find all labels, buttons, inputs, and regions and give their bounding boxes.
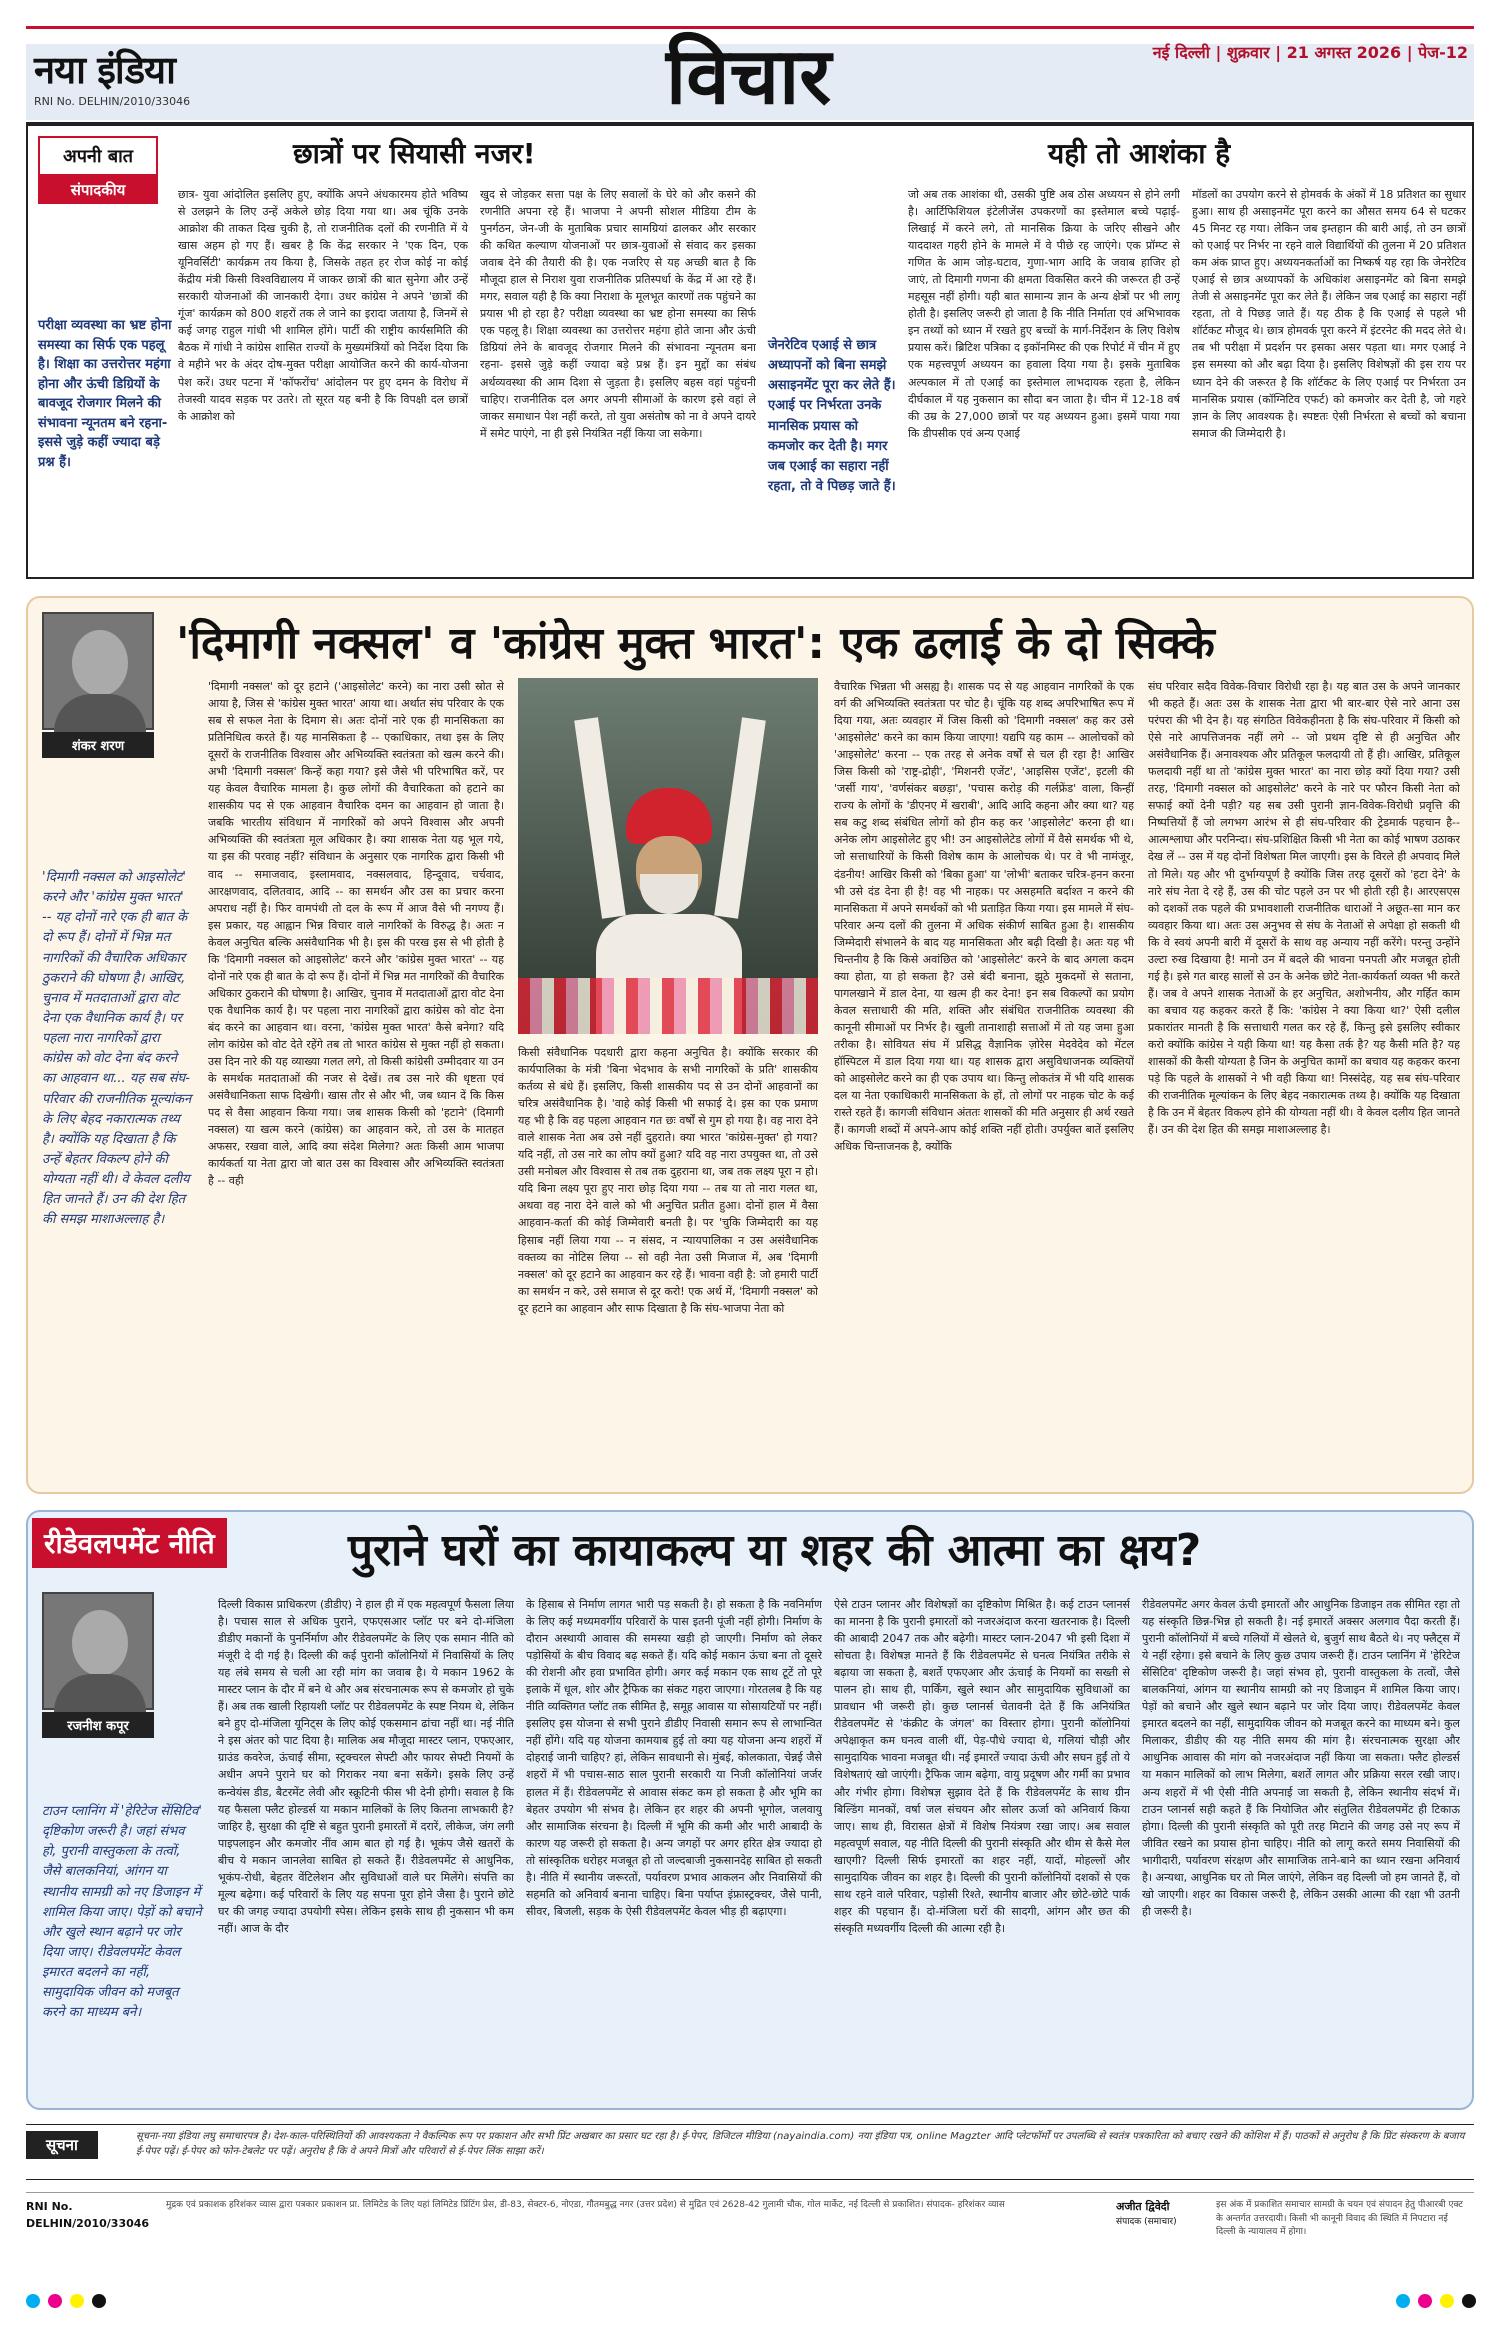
reg-dot-black-right — [1462, 2294, 1476, 2308]
rni-number: RNI No. DELHIN/2010/33046 — [34, 95, 191, 108]
newspaper-logo: नया इंडिया — [34, 48, 175, 92]
tag-apni-baat: अपनी बात — [38, 136, 158, 176]
footer-note: इस अंक में प्रकाशित समाचार सामग्री के चयन एवं संपादन हेतु पीआरबी एक्ट के अन्तर्गत उत्तरदायी। किसी भी कानूनी विवाद की स्थिति में निपटारा नई दिल्ली के न्यायालय में होगा। — [1216, 2200, 1463, 2237]
editorial-2-col-2: मॉडलों का उपयोग करने से होमवर्क के अंकों में 18 प्रतिशत का सुधार हुआ। साथ ही असाइनमेंट पूरा करने का औसत समय 64 से घटकर 45 मिनट रह गया। लेकिन जब इम्तहान की बारी आई, तो उन छात्रों को एआई पर निर्भर ना रहने वाले विद्यार्थियों की तुलना में 20 प्रतिशत कम अंक प्राप्त हुए। अध्ययनकर्ताओं का निष्कर्ष यह रहा कि जेनरेटिव एआई से छात्र अध्यापकों के अधिकांश असाइनमेंट को बिना समझे तेजी से असाइनमेंट पूरा कर लेते हैं। लेकिन जब एआई का सहारा नहीं रहता, तो वे पिछड़ जाते हैं। यह ठीक है कि एआई से पहले भी शॉर्टकट मौजूद थे। छात्र होमवर्क पूरा करने में इंटरनेट की मदद लेते थे। तब भी परीक्षा में प्रदर्शन पर इसका असर पड़ता था। मगर एआई ने इस समस्या को और बढ़ा दिया है। इसलिए विशेषज्ञों की इस राय पर ध्यान देने की जरूरत है कि शॉर्टकट के लिए एआई पर निर्भरता उन मानसिक प्रयास (कॉग्निटिव एफर्ट) को कमजोर कर देती है, जो गहरे ज्ञान के लिए आवश्यक है। स्पष्टतः ऐसी निर्भरता से बच्चों को बचाना समाज की जिम्मेदारी है। — [1192, 188, 1466, 440]
article-naxal-col-3: वैचारिक भिन्नता भी असह्य है। शासक पद से यह आहवान नागरिकों के एक वर्ग की अभिव्यक्ति स्वतंत्रता पर चोट है। चूंकि यह शब्द अपरिभाषित रूप में दिया गया, अतः व्यवहार में जिस किसी को 'दिमागी नक्सल' कह कर उसे 'आइसोलेट' करने का काम किया जाएगा! यद्यपि यह काम -- आलोचकों को 'आइसोलेट' करना -- एक तरह से अनेक वर्षों से चल ही रहा है! आखिर जिस किसी को 'राष्ट्र-द्रोही', 'मिशनरी एजेंट', 'आइसिस एजेंट', इटली की 'जर्सी गाय', 'वर्णसंकर बछड़ा', 'पचास करोड़ की गर्लफ्रेंड' वाला, किन्हीं राज्य के लोगों के 'डीएनए में खराबी', आदि आदि कहना और क्या था? यह सब कटु शब्द संबंधित लोगों को हीन कह कर 'आइसोलेट' करना ही था। अनेक लोग आइसोलेट हुए भी! उन आइसोलेटेड लोगों में वैसे समर्थक भी थे, जो सत्ताधारियों के किसी विशेष काम के आलोचक थे। पर वे भी नामंजूर, दंडनीय! आखिर किसी को 'बिका हुआ' या 'लोभी' बताकर चरित्र-हनन करना भी उसे दंड देना ही है! वह भी नाहक। पर असहमति बर्दाश्त न करने की मानसिकता में अपने समर्थकों को भी प्रताड़ित किया गया। इस मामले में संघ-परिवार अन्य दलों की तुलना में अधिक संकीर्ण साबित हुआ है। शासकीय जिम्मेदारी संभालने के बाद यह मानसिकता और बढ़ी दिखी है। अतः यह भी चिन्तनीय है कि किसे अवांछित को 'आइसोलेट' करने के बाद अगला कदम क्या होता, या हो सकता है? उसे बंदी बनाना, झूठे मुकदमों से सताना, पागलखाने में डाल देना, या खत्म ही कर देना! इन सब विकल्पों का प्रयोग केवल सत्ताधारी की मति, शक्ति और संबंधित राजनीतिक व्यवस्था की कानूनी सीमाओं पर निर्भर है। खुली तानाशाही सत्ताओं में तो यह जमा हुआ तरीका है। सोवियत संघ में प्रसिद्ध वैज्ञानिक ज़ोरेस मेदवेदेव को मेंटल हॉस्पिटल में डाल दिया गया था। यह शासक द्वारा असुविधाजनक व्यक्तियों को आइसोलेट करने का ही एक उपाय था। किन्तु लोकतंत्र में भी यदि शासक दल या नेता एकाधिकारी मानसिकता के हों, तो लोगों पर नाहक चोट के कई रास्ते रहते हैं। कागजी संविधान अंततः शासकों की मति अनुसार ही अर्थ रखते हैं। कागजी शब्दों में अपने-आप कोई शक्ति नहीं होती। उपर्युक्त बातें इसलिए अधिक चिन्ताजनक है, क्योंकि — [834, 680, 1134, 1154]
article-naxal-col-1: 'दिमागी नक्सल' को दूर हटाने ('आइसोलेट' करने) का नारा उसी स्रोत से आया है, जिस से 'कांग्रेस मुक्त भारत' आया था। अर्थात संघ परिवार के एक सब से सफल नेता के दिमाग से। अतः दोनों नारे एक ही मानसिकता का प्रतिनिधित्व करते हैं। यह मानसिकता है -- एकाधिकार, तथा इस के लिए दूसरों के राजनीतिक विश्वास और अभिव्यक्ति स्वतंत्रता को खत्म करने की। अभी 'दिमागी नक्सल' किन्हें कहा गया? इसे जैसे भी परिभाषित करें, पर यह केवल वैचारिक मामला है। कुछ लोगों की वैचारिकता को हटाने का शासकीय पद से एक आहवान वैचारिक दमन का आहवान हो जाता है। जबकि भारतीय संविधान में नागरिकों को अपने विश्वास और अपनी अभिव्यक्ति की स्वतंत्रता मूल अधिकार है। क्या शासक नेता यह भूल गये, या इस की परवाह नहीं? संविधान के अनुसार एक नागरिक द्वारा किसी भी वाद -- समाजवाद, इस्लामवाद, नक्सलवाद, हिन्दूवाद, चर्चवाद, आरक्षणवाद, दलितवाद, आदि -- का समर्थन और उस का प्रचार करना अपराध नहीं है। फिर वामपंथी तो दल के रूप में आज वैसे भी नगण्य हैं। इस प्रकार, यह आह्वान भिन्न विचार वाले नागरिकों के विरुद्ध है। अतः न केवल अनुचित बल्कि असंवैधानिक भी है। इस की परख इस से भी होती है कि 'दिमागी नक्सल को आइसोलेट' करने और 'कांग्रेस मुक्त भारत' -- यह दोनों नारे एक ही बात के दो रूप हैं। दोनों में भिन्न मत नागरिकों की वैचारिक अधिकार ठुकराने की घोषणा है। आखिर, चुनाव में मतदाताओं द्वारा वोट देना एक वैधानिक कार्य है। पर पहला नारा नागरिकों द्वारा कांग्रेस को वोट देना बंद करने का आहवान था। वरना, 'कांग्रेस मुक्त भारत' कैसे बनेगा? यदि लोग कांग्रेस को वोट देते रहेंगे तब तो भारत कांग्रेस से मुक्त नहीं हो सकता। उस दिन नारे की यह व्याख्या गलत लगे, तो किसी कांग्रेसी उम्मीदवार या उन के समर्थक मतदाताओं की नजर से देखें। तब उस नारे की धृष्टता एवं असंवैधानिकता साफ दिखेगी। खास तौर से और भी, जब ध्यान दें कि किस पद से वैसा आहवान किया गया। जब शासक किसी को 'हटाने' (दिमागी नक्सल) या खत्म करने (कांग्रेस) का आहवान करे, तो उस के मातहत अफसर, रखवा वाले, आदि क्या संदेश मिलेगा? अतः किसी आम भाजपा कार्यकर्ता या नेता द्वारा जो बात उस का विश्वास और अभिव्यक्ति स्वतंत्रता है -- वही — [208, 680, 504, 1188]
section-title: विचार — [666, 32, 832, 122]
editorial-block — [26, 124, 1474, 579]
reg-dot-yellow — [70, 2294, 84, 2308]
author-name-shankar: शंकर शरण — [42, 732, 154, 758]
editorial-tag — [38, 136, 158, 204]
article-naxal-headline: 'दिमागी नक्सल' व 'कांग्रेस मुक्त भारत': एक ढलाई के दो सिक्के — [176, 618, 1215, 669]
reg-dot-yellow-right — [1440, 2294, 1454, 2308]
article-redevelopment-col-2: के हिसाब से निर्माण लागत भारी पड़ सकती है। हो सकता है कि नवनिर्माण के लिए कई मध्यमवर्गीय परिवारों के पास इतनी पूंजी नहीं होगी। निर्माण के दौरान अस्थायी आवास की समस्या खड़ी हो जाएगी। निर्माण को लेकर पड़ोसियों के बीच विवाद बढ़ सकते हैं। यदि कोई मकान ऊंचा बना तो दूसरे की रोशनी और हवा प्रभावित होगी। अगर कई मकान एक साथ टूटें तो पूरे इलाके में धूल, शोर और ट्रैफिक का संकट गहरा जाएगा। गोरतलब है कि यह नीति व्यक्तिगत प्लॉट तक सीमित है, समूह आवास या सोसायटियों पर नहीं। इसलिए इस योजना से सभी पुराने डीडीए निवासी समान रूप से लाभान्वित नहीं होंगे। यदि यह योजना कामयाब हुई तो क्या यह योजना अन्य शहरों में दोहराई जानी चाहिए? हां, लेकिन सावधानी से। मुंबई, कोलकाता, चेन्नई जैसे शहरों में भी पचास-साठ साल पुरानी सरकारी या निजी कॉलोनियां जर्जर हालत में हैं। रीडेवलपमेंट से आवास संकट कम हो सकता है और भूमि का बेहतर उपयोग भी संभव है। लेकिन हर शहर की अपनी भूगोल, जलवायु और सामाजिक संरचना है। दिल्ली में भूमि की कमी और भारी आबादी के कारण यह जरूरी हो सकता है। अन्य जगहों पर अगर हरित क्षेत्र ज्यादा हो तो सांस्कृतिक धरोहर मजबूत हो तो जल्दबाजी नुकसानदेह साबित हो सकती है। नीति में स्थानीय जरूरतों, पर्यावरण प्रभाव आकलन और निवासियों की सहमति को अनिवार्य बनाना चाहिए। बिना पर्याप्त इंफ्रास्ट्रक्चर, जैसे पानी, सीवर, बिजली, सड़क के ऐसी रीडेवलपमेंट केवल भीड़ ही बढ़ाएगा। — [526, 1598, 822, 1918]
article-redevelopment-block — [26, 1510, 1474, 2110]
article-naxal-photo — [518, 678, 818, 1034]
editorial-title-1: छात्रों पर सियासी नजर! — [293, 137, 536, 170]
article-redevelopment-col-1: दिल्ली विकास प्राधिकरण (डीडीए) ने हाल ही में एक महत्वपूर्ण फैसला लिया है। पचास साल से अधिक पुराने, एफएसआर प्लॉट पर बने दो-मंजिला डीडीए मकानों के पुनर्निर्माण और रीडेवलपमेंट के लिए एक समान नीति को मंजूरी दे दी गई है। दिल्ली की कई पुरानी कॉलोनियों में निवासियों के लिए यह लंबे समय से चली आ रही मांग का जवाब है। ये मकान 1962 के मास्टर प्लान के दौर में बने थे और अब संरचनात्मक रूप से कमजोर हो चुके हैं। अब तक खाली रिहायशी प्लॉट पर रीडेवलपमेंट के स्पष्ट नियम थे, लेकिन बने हुए दो-मंजिला यूनिट्स के लिए कोई एकसमान ढांचा नहीं था। नई नीति ने इस अंतर को पाट दिया है। मालिक अब मौजूदा मास्टर प्लान, एफएआर, ग्राउंड कवरेज, ऊंचाई सीमा, स्ट्रक्चरल सेफ्टी और फायर सेफ्टी नियमों के अधीन अपने पुराने घर को गिराकर नया बना सकेंगे। इसके लिए उन्हें कन्वेयंस डीड, बैटरमेंट लेवी और स्क्रूटिनी फीस भी देनी होगी। सवाल है कि यह फैसला फ्लैट होल्डर्स या मकान मालिकों के लिए कितना लाभकारी है? जाहिर है, सुरक्षा की दृष्टि से बहुत पुरानी इमारतों में दरारें, लीकेज, जंग लगी पाइपलाइन और कमजोर नींव आम बात हो गई है। भूकंप जैसे खतरों के बीच ये मकान जानलेवा साबित हो सकते हैं। रीडेवलपमेंट से आधुनिक, भूकंप-रोधी, बेहतर वेंटिलेशन और सुविधाओं वाले घर मिलेंगे। संपत्ति का मूल्य बढ़ेगा। कई परिवारों के लिए यह सपना पूरा होने जैसा है। पुराने छोटे घर की जगह ज्यादा उपयोगी स्पेस। लेकिन इसके साथ ही नुकसान भी कम नहीं। आज के दौर — [218, 1598, 514, 1935]
editorial-side-quote: परीक्षा व्यवस्था का भ्रष्ट होना समस्या का सिर्फ एक पहलू है। शिक्षा का उत्तरोत्तर महंगा होना और ऊंची डिग्रियों के बावजूद रोजगार मिलने की संभावना न्यूनतम बने रहना- इससे जुड़े कहीं ज्यादा बड़े प्रश्न हैं। — [38, 318, 172, 470]
reg-dot-black — [92, 2294, 106, 2308]
article-redevelopment-col-3: ऐसे टाउन प्लानर और विशेषज्ञों का दृष्टिकोण मिश्रित है। कई टाउन प्लानर्स का मानना है कि पुरानी इमारतों को नजरअंदाज करना खतरनाक है। दिल्ली की आबादी 2047 तक और बढ़ेगी। मास्टर प्लान-2047 भी इसी दिशा में सोचता है। विशेषज्ञ मानते हैं कि रीडेवलपमेंट से घनत्व नियंत्रित तरीके से बढ़ाया जा सकता है, बशर्ते एफएआर और ऊंचाई के नियमों का सख्ती से पालन हो। साथ ही, पार्किंग, खुले स्थान और सामुदायिक सुविधाओं का प्रावधान भी जरूरी हो। कुछ प्लानर्स चेतावनी देते हैं कि अनियंत्रित रीडेवलपमेंट से 'कंक्रीट के जंगल' का विस्तार होगा। पुरानी कॉलोनियां अपेक्षाकृत कम घनत्व वाली थीं, पेड़-पौधे ज्यादा थे, गलियां चौड़ी और सामुदायिक भावना मजबूत थी। नई इमारतें ज्यादा ऊंची और सघन हुईं तो ये विशेषताएं खो जाएंगी। ट्रैफिक जाम बढ़ेगा, वायु प्रदूषण और गर्मी का प्रभाव और गंभीर होगा। विशेषज्ञ सुझाव देते हैं कि रीडेवलपमेंट के साथ ग्रीन बिल्डिंग मानकों, वर्षा जल संचयन और सोलर ऊर्जा को अनिवार्य किया जाए। साथ ही, विरासत क्षेत्रों में विशेष नियंत्रण रखा जाए। अब सवाल महत्वपूर्ण सवाल, यह नीति दिल्ली की पुरानी संस्कृति और थीम से कैसे मेल खाएगी? दिल्ली सिर्फ इमारतों का शहर नहीं, यादों, मोहल्लों और सामुदायिक जीवन का शहर है। दिल्ली की पुरानी कॉलोनियों दशकों से एक साथ रहने वाले परिवार, पड़ोसी रिश्ते, स्थानीय बाजार और छोटे-छोटे पार्क शहर की पहचान हैं। दो-मंजिला घरों की सादगी, आंगन और छत की संस्कृति मध्यवर्गीय दिल्ली की आत्मा रही है। — [834, 1598, 1130, 1935]
tag-editorial: संपादकीय — [38, 176, 158, 204]
article-naxal-col-4: संघ परिवार सदैव विवेक-विचार विरोधी रहा है। यह बात उस के अपने जानकार भी कहते हैं। अतः उस के शासक नेता द्वारा भी बार-बार ऐसे नारे आना उस परंपरा की भी देन है। यह संगठित विवेकहीनता है कि संघ-परिवार में किसी को ऐसे नारे आपत्तिजनक नहीं लगे -- जो प्रथम दृष्टि से ही अनुचित और असंवैधानिक हैं। अनावश्यक और प्रतिकूल फलदायी तो हैं ही। आखिर, प्रतिकूल फलदायी नहीं था तो 'कांग्रेस मुक्त भारत' का नारा छोड़ क्यों दिया गया? उसी तरह, 'दिमागी नक्सल को आइसोलेट' करने के नारे पर फौरन किसी नेता को सफाई क्यों देनी पड़ी? यह सब उसी पुरानी ज्ञान-विवेक-विरोधी प्रवृत्ति की निष्पत्तियों हैं जो लगभग आरंभ से ही संघ-परिवार की ट्रेडमार्क पहचान है-- आत्मश्लाघा और परनिन्दा। संघ-प्रशिक्षित किसी भी नेता का कोई भाषण उठाकर देख लें -- उस में यह दोनों विशेषता मिल जाएगी। इस के विरले ही अपवाद मिले तो मिले। यह और भी दुर्भाग्यपूर्ण है क्योंकि जिस तरह दूसरों को 'हटा देने' के नारे संघ नेता दे रहे हैं, उस की चोट पहले उन पर भी होती रही है। आरएसएस को दशकों तक पहले की प्रभावशाली राजनीतिक धाराओं ने अछूत-सा मान कर व्यवहार किया था। अतः उस अनुभव से संघ के नेताओं से अपेक्षा हो सकती थी कि वे स्वयं अपनी बारी में दूसरों के साथ वह अन्याय नहीं करेंगे। परन्तु उन्होंने उल्टा रुख दिखाया है! मानो उन में बदले की भावना पनपती और मजबूत होती गई है। इसे गत बारह सालों से उन के अनेक छोटे नेता-कार्यकर्ता व्यक्त भी करते हैं। जब वे अपने शासक नेताओं के हर अनुचित, अशोभनीय, और गर्हित काम का बचाव यह कहकर करते हैं कि: 'कांग्रेस ने क्या किया था?' ऐसी दलील प्रकारांतर मानती है कि सत्ताधारी गलत कर रहे हैं, किन्तु इसे इसलिए स्वीकार करो क्योंकि कांग्रेस ने यही किया था! यह कैसा तर्क है? यह कैसी मति है? यह शासकों की कैसी योग्यता है जिन के अनुचित कामों का बचाव यह कहकर करना पड़े कि पहले के शासकों ने भी वही किया था! निस्संदेह, यह सब संघ-परिवार की राजनीतिक मूल्यांकन के लिए बेहद नकारात्मक तथ्य है। क्योंकि यह दिखाता है कि उन में बेहतर विकल्प होने की योग्यता नहीं थी। वे केवल दलीय हित जानते हैं। उन की देश हित की समझ माशाअल्लाह है। — [1148, 680, 1460, 1137]
reg-dot-magenta — [48, 2294, 62, 2308]
footer-rni: RNI No. DELHIN/2010/33046 — [26, 2200, 150, 2230]
editorial-1-col-2: खुद से जोड़कर सत्ता पक्ष के लिए सवालों के घेरे को और कसने की रणनीति अपना रहे हैं। भाजपा ने अपनी सोशल मीडिया टीम के पुनर्गठन, जेन-जी के मुताबिक प्रचार सामग्रियां ढालकर और सरकार की कथित कल्याण योजनाओं पर छात्र-युवाओं से संवाद कर इसका जवाब देने की तैयारी की है। एक नजरिए से यह अच्छी बात है कि मौजूदा हाल से निराश युवा राजनीतिक प्रतिस्पर्धा के केंद्र में आ रहे हैं। मगर, सवाल यही है कि क्या निराशा के मूलभूत कारणों तक पहुंचने का प्रयास भी हो रहा है? परीक्षा व्यवस्था का भ्रष्ट होना समस्या का सिर्फ एक पहलू है। शिक्षा व्यवस्था का उत्तरोत्तर महंगा होते जाना और ऊंची डिग्रियां लेने के बावजूद रोजगार मिलने की संभावना न्यूनतम बना रहना- इससे जुड़े कहीं ज्यादा बड़े प्रश्न हैं। इन मुद्दों का संबंध अर्थव्यवस्था की आम दिशा से जुड़ता है। इसलिए बहस वहां पहुंचनी चाहिए। राजनीतिक दल अगर अपनी सीमाओं के कारण इसे वहां ले जाकर समाधान पेश नहीं करते, तो युवा असंतोष को ना वे अपने दायरे में समेट पाएंगे, ना ही इसे नियंत्रित नहीं किया जा सकेगा। — [480, 188, 756, 440]
article-naxal-side-quote: 'दिमागी नक्सल को आइसोलेट' करने और 'कांग्रेस मुक्त भारत' -- यह दोनों नारे एक ही बात के दो रूप हैं। दोनों में भिन्न मत नागरिकों की वैचारिक अधिकार ठुकराने की घोषणा है। आखिर, चुनाव में मतदाताओं द्वारा वोट देना एक वैधानिक कार्य है। पर पहला नारा नागरिकों द्वारा कांग्रेस को वोट देना बंद करने का आहवान था... यह सब संघ-परिवार की राजनीतिक मूल्यांकन के लिए बेहद नकारात्मक तथ्य है। क्योंकि यह दिखाता है कि उन्हें बेहतर विकल्प होने की योग्यता नहीं थी। वे केवल दलीय हित जानते हैं। उन की देश हित की समझ माशाअल्लाह है। — [42, 870, 192, 1228]
article-naxal-col-2: किसी संवैधानिक पदधारी द्वारा कहना अनुचित है। क्योंकि सरकार की कार्यपालिका के मंत्री 'बिना भेदभाव के सभी नागरिकों के प्रति' शासकीय कर्तव्य से बंधे हैं। इसलिए, किसी शासकीय पद से उन दोनों आहवानों का चरित्र असंवैधानिक है। 'वाहे कोई किसी भी सफाई दे। इस का एक प्रमाण यह भी है कि वह पहला आहवान गत छः वर्षों से गुम हो गया है। वह नारा देने वाले शासक नेता अब उसे नहीं दुहराते। क्या भारत 'कांग्रेस-मुक्त' हो गया? यदि नहीं, तो उस नारे का लोप क्यों हुआ? यदि वह नारा उपयुक्त था, तो उसे उसी मनोबल और विश्वास से तब तक दुहराना था, जब तक लक्ष्य पूरा न हो। यदि बिना लक्ष्य पूरा हुए नारा छोड़ दिया गया -- तब या तो नारा गलत था, अथवा वह नारा देने वाले को भी अनुचित प्रतीत हुआ। दोनों हाल में वैसा आहवान-कर्ता की कोई जिम्मेवारी बनती है। पर 'चुकि जिम्मेदारी का यह हिसाब नहीं लिया गया -- न संसद, न न्यायपालिका न उस असंवैधानिक वक्तव्य का नोटिस लिया -- सो वही नेता उसी मिजाज में, अब 'दिमागी नक्सल' को दूर हटाने का आहवान कर रहे हैं। भावना वही है: जो हमारी पार्टी का समर्थन न करे, उसे समाज से दूर करो! एक अर्थ में, 'दिमागी नक्सल' को दूर हटाने का आहवान और साफ दिखाता है कि संघ-भाजपा नेता को — [518, 1046, 818, 1315]
dateline: नई दिल्ली | शुक्रवार | 21 अगस्त 2026 | पेज-12 — [1152, 43, 1468, 62]
editorial-1-col-1: छात्र- युवा आंदोलित इसलिए हुए, क्योंकि अपने अंधकारमय होते भविष्य से उलझने के लिए उन्हें अकेले छोड़ दिया गया था। अब चूंकि उनके आक्रोश की ताकत दिख चुकी है, तो राजनीतिक दलों की रणनीति में ये खास अहम हो गए हैं। खबर है कि केंद्र सरकार ने 'एक दिन, एक यूनिवर्सिटी' कार्यक्रम तय किया है, जिसके तहत हर रोज कोई ना कोई केंद्रीय मंत्री किसी विश्वविद्यालय में जाकर छात्रों की बात सुनेगा और उन्हें सरकारी योजनाओं की जानकारी देगा। उधर कांग्रेस ने अपने 'छात्रों की गूंज' कार्यक्रम को 800 शहरों तक ले जाने का इरादा जताया है, जिनमें से कई जगह राहुल गांधी भी शामिल होंगे। पार्टी की राष्ट्रीय कार्यसमिति की बैठक में गांधी ने कांग्रेस शासित राज्यों के मुख्यमंत्रियों को निर्देश दिया कि वे महीने भर के अंदर दोष-मुक्त परीक्षा आयोजित करने की कार्य-योजना पेश करें। उधर पटना में 'कॉफरोंच' आंदोलन पर हुए दमन के विरोध में तेजस्वी यादव सड़क पर उतरे। तो सूरत यह बनी है कि विपक्षी दल छात्रों के आक्रोश को — [178, 188, 468, 423]
registration-marks — [26, 2290, 1474, 2314]
footer-imprint: मुद्रक एवं प्रकाशक हरिशंकर व्यास द्वारा पत्रकार प्रकाशन प्रा. लिमिटेड के लिए यहां लिमिटेड प्रिंटिंग प्रेस, डी-83, सेक्टर-6, नोएडा, गौतमबुद्ध नगर (उत्तर प्रदेश) से मुद्रित एवं 2628-42 गुलामी चौक, गोल मार्केट, नई दिल्ली से प्रकाशित। संपादक- हरिशंकर व्यास — [166, 2200, 1005, 2210]
author-name-rajneesh: रजनीश कपूर — [42, 1712, 154, 1738]
notice-text: सूचना-नया इंडिया लघु समाचारपत्र है। देश-काल-परिस्थितियों की आवश्यकता ने वैकल्पिक रूप पर प्रकाशन और सभी प्रिंट अखबार का प्रसार घट रहा है। ई-पेपर, डिजिटल मीडिया (nayaindia.com) नया इंडिया पत्र, online Magzter आदि प्लेटफॉर्मों पर उपलब्धि से स्वतंत्र पत्रकारिता को बचाए रखने की कोशिश में हैं। पाठकों से अनुरोध है कि प्रिंट संस्करण के बजाय ई-पेपर पढ़ें। ई-पेपर को फोन-टेबलेट पर पढ़ें। अनुरोध है कि वे अपने मित्रों और परिवारों से ई-पेपर लिंक साझा करें। — [136, 2131, 1465, 2157]
reg-dot-cyan-right — [1396, 2294, 1410, 2308]
author-photo-rajneesh — [42, 1592, 154, 1710]
editorial-title-2: यही तो आशंका है — [1048, 137, 1231, 170]
footer-signature — [1116, 2199, 1177, 2227]
signature-role: संपादक (समाचार) — [1116, 2217, 1177, 2227]
notice-strip — [26, 2124, 1474, 2180]
article-naxal-block — [26, 596, 1474, 1494]
reg-dot-cyan — [26, 2294, 40, 2308]
author-photo-shankar — [42, 612, 154, 730]
editorial-2-col-1: जो अब तक आशंका थी, उसकी पुष्टि अब ठोस अध्ययन से होने लगी है। आर्टिफिशियल इंटेलीजेंस उपकरणों का इस्तेमाल बच्चे पढ़ाई-लिखाई में करने लगे, तो मानसिक क्रिया के जरिए सीखने और याददाश्त गहरी होने के मामले में वे पीछे रह जाएंगे। एक प्रॉम्प्ट से गणित के आम जोड़-घटाव, गुणा-भाग आदि के जवाब हाजिर हो जाएं, तो दिमागी गणना की क्षमता विकसित करने की जरूरत ही उन्हें महसूस नहीं होगी। यही बात सामान्य ज्ञान के अन्य क्षेत्रों पर भी लागू होती है। इसलिए जरूरी हो जाता है कि नीति निर्माता एवं अभिभावक इन तथ्यों को ध्यान में रखते हुए बच्चों के मार्ग-निर्देशन के लिए विशेष प्रयास करें। ब्रिटिश पत्रिका द इकॉनमिस्ट की एक रिपोर्ट में चीन में हुए एक महत्त्वपूर्ण अध्ययन का हवाला दिया गया है। इसके मुताबिक अल्पकाल में तो एआई का इस्तेमाल लाभदायक रहता है, लेकिन दीर्घकाल में यह नुकसान का सौदा बन जाता है। चीन में 12-18 वर्ष की उम्र के 27,000 छात्रों पर यह अध्ययन हुआ। इसमें पाया गया कि डीपसीक एवं अन्य एआई — [908, 188, 1180, 440]
article-redevelopment-side-quote: टाउन प्लानिंग में 'हेरिटेज सेंसिटिव' दृष्टिकोण जरूरी है। जहां संभव हो, पुरानी वास्तुकला के तत्वों, जैसे बालकनियां, आंगन या स्थानीय सामग्री को नए डिजाइन में शामिल किया जाए। पेड़ों को बचाने और खुले स्थान बढ़ाने पर जोर दिया जाए। रीडेवलपमेंट केवल इमारत बदलने का नहीं, सामुदायिक जीवन को मजबूत करने का माध्यम बने। — [42, 1804, 202, 2021]
notice-label: सूचना — [26, 2131, 98, 2159]
editorial-mid-quote: जेनरेटिव एआई से छात्र अध्यापनों को बिना समझे असाइनमेंट पूरा कर लेते हैं। एआई पर निर्भरता उनके मानसिक प्रयास को कमजोर कर देती है। मगर जब एआई का सहारा नहीं रहता, तो वे पिछड़ जाते हैं। — [768, 338, 896, 494]
article-redevelopment-col-4: रीडेवलपमेंट अगर केवल ऊंची इमारतों और आधुनिक डिजाइन तक सीमित रहा तो यह संस्कृति छिन्न-भिन्न हो सकती है। नई इमारतें अक्सर अलगाव पैदा करती हैं। पुरानी कॉलोनियों में बच्चे गलियों में खेलते थे, बुजुर्ग साथ बैठते थे। नए फ्लैट्स में ये नहीं रहेगा। इसे बचाने के लिए कुछ उपाय जरूरी हैं। टाउन प्लानिंग में 'हेरिटेज सेंसिटिव' दृष्टिकोण जरूरी है। जहां संभव हो, पुरानी वास्तुकला के तत्वों, जैसे बालकनियां, आंगन या स्थानीय सामग्री को नए डिजाइन में शामिल किया जाए। पेड़ों को बचाने और खुले स्थान बढ़ाने पर जोर दिया जाए। रीडेवलपमेंट केवल इमारत बदलने का नहीं, सामुदायिक जीवन को मजबूत करने का माध्यम बने। कुल मिलाकर, डीडीए की यह नीति समय की मांग है। संरचनात्मक सुरक्षा और आधुनिक आवास की मांग को नजरअंदाज नहीं किया जा सकता। फ्लैट होल्डर्स या मकान मालिकों को लाभ मिलेगा, बशर्ते लागत और प्रक्रिया सरल रखी जाए। अन्य शहरों में भी ऐसी नीति अपनाई जा सकती है, लेकिन स्थानीय संदर्भ में। टाउन प्लानर्स सही कहते हैं कि नियोजित और संतुलित रीडेवलपमेंट ही टिकाऊ होगा। दिल्ली की पुरानी संस्कृति को पूरी तरह मिटाने की जगह उसे नए रूप में जीवित रखने का प्रयास होना चाहिए। नीति को लागू करते समय निवासियों की भागीदारी, पर्यावरण संरक्षण और सामाजिक ताने-बाने का ध्यान रखना अनिवार्य है। अन्यथा, आधुनिक घर तो मिल जाएंगे, लेकिन वह दिल्ली जो हम जानते हैं, वो खो जाएगी। शहर का विकास जरूरी है, लेकिन उसकी आत्मा की रक्षा भी उतनी ही जरूरी है। — [1142, 1598, 1460, 1918]
footer — [26, 2192, 1474, 2248]
signature-name: अजीत द्विवेदी — [1116, 2200, 1170, 2213]
masthead — [26, 26, 1474, 124]
article-redevelopment-headline: पुराने घरों का कायाकल्प या शहर की आत्मा का क्षय? — [348, 1525, 1202, 1576]
reg-dot-magenta-right — [1418, 2294, 1432, 2308]
article-redevelopment-kicker: रीडेवलपमेंट नीति — [32, 1518, 227, 1568]
